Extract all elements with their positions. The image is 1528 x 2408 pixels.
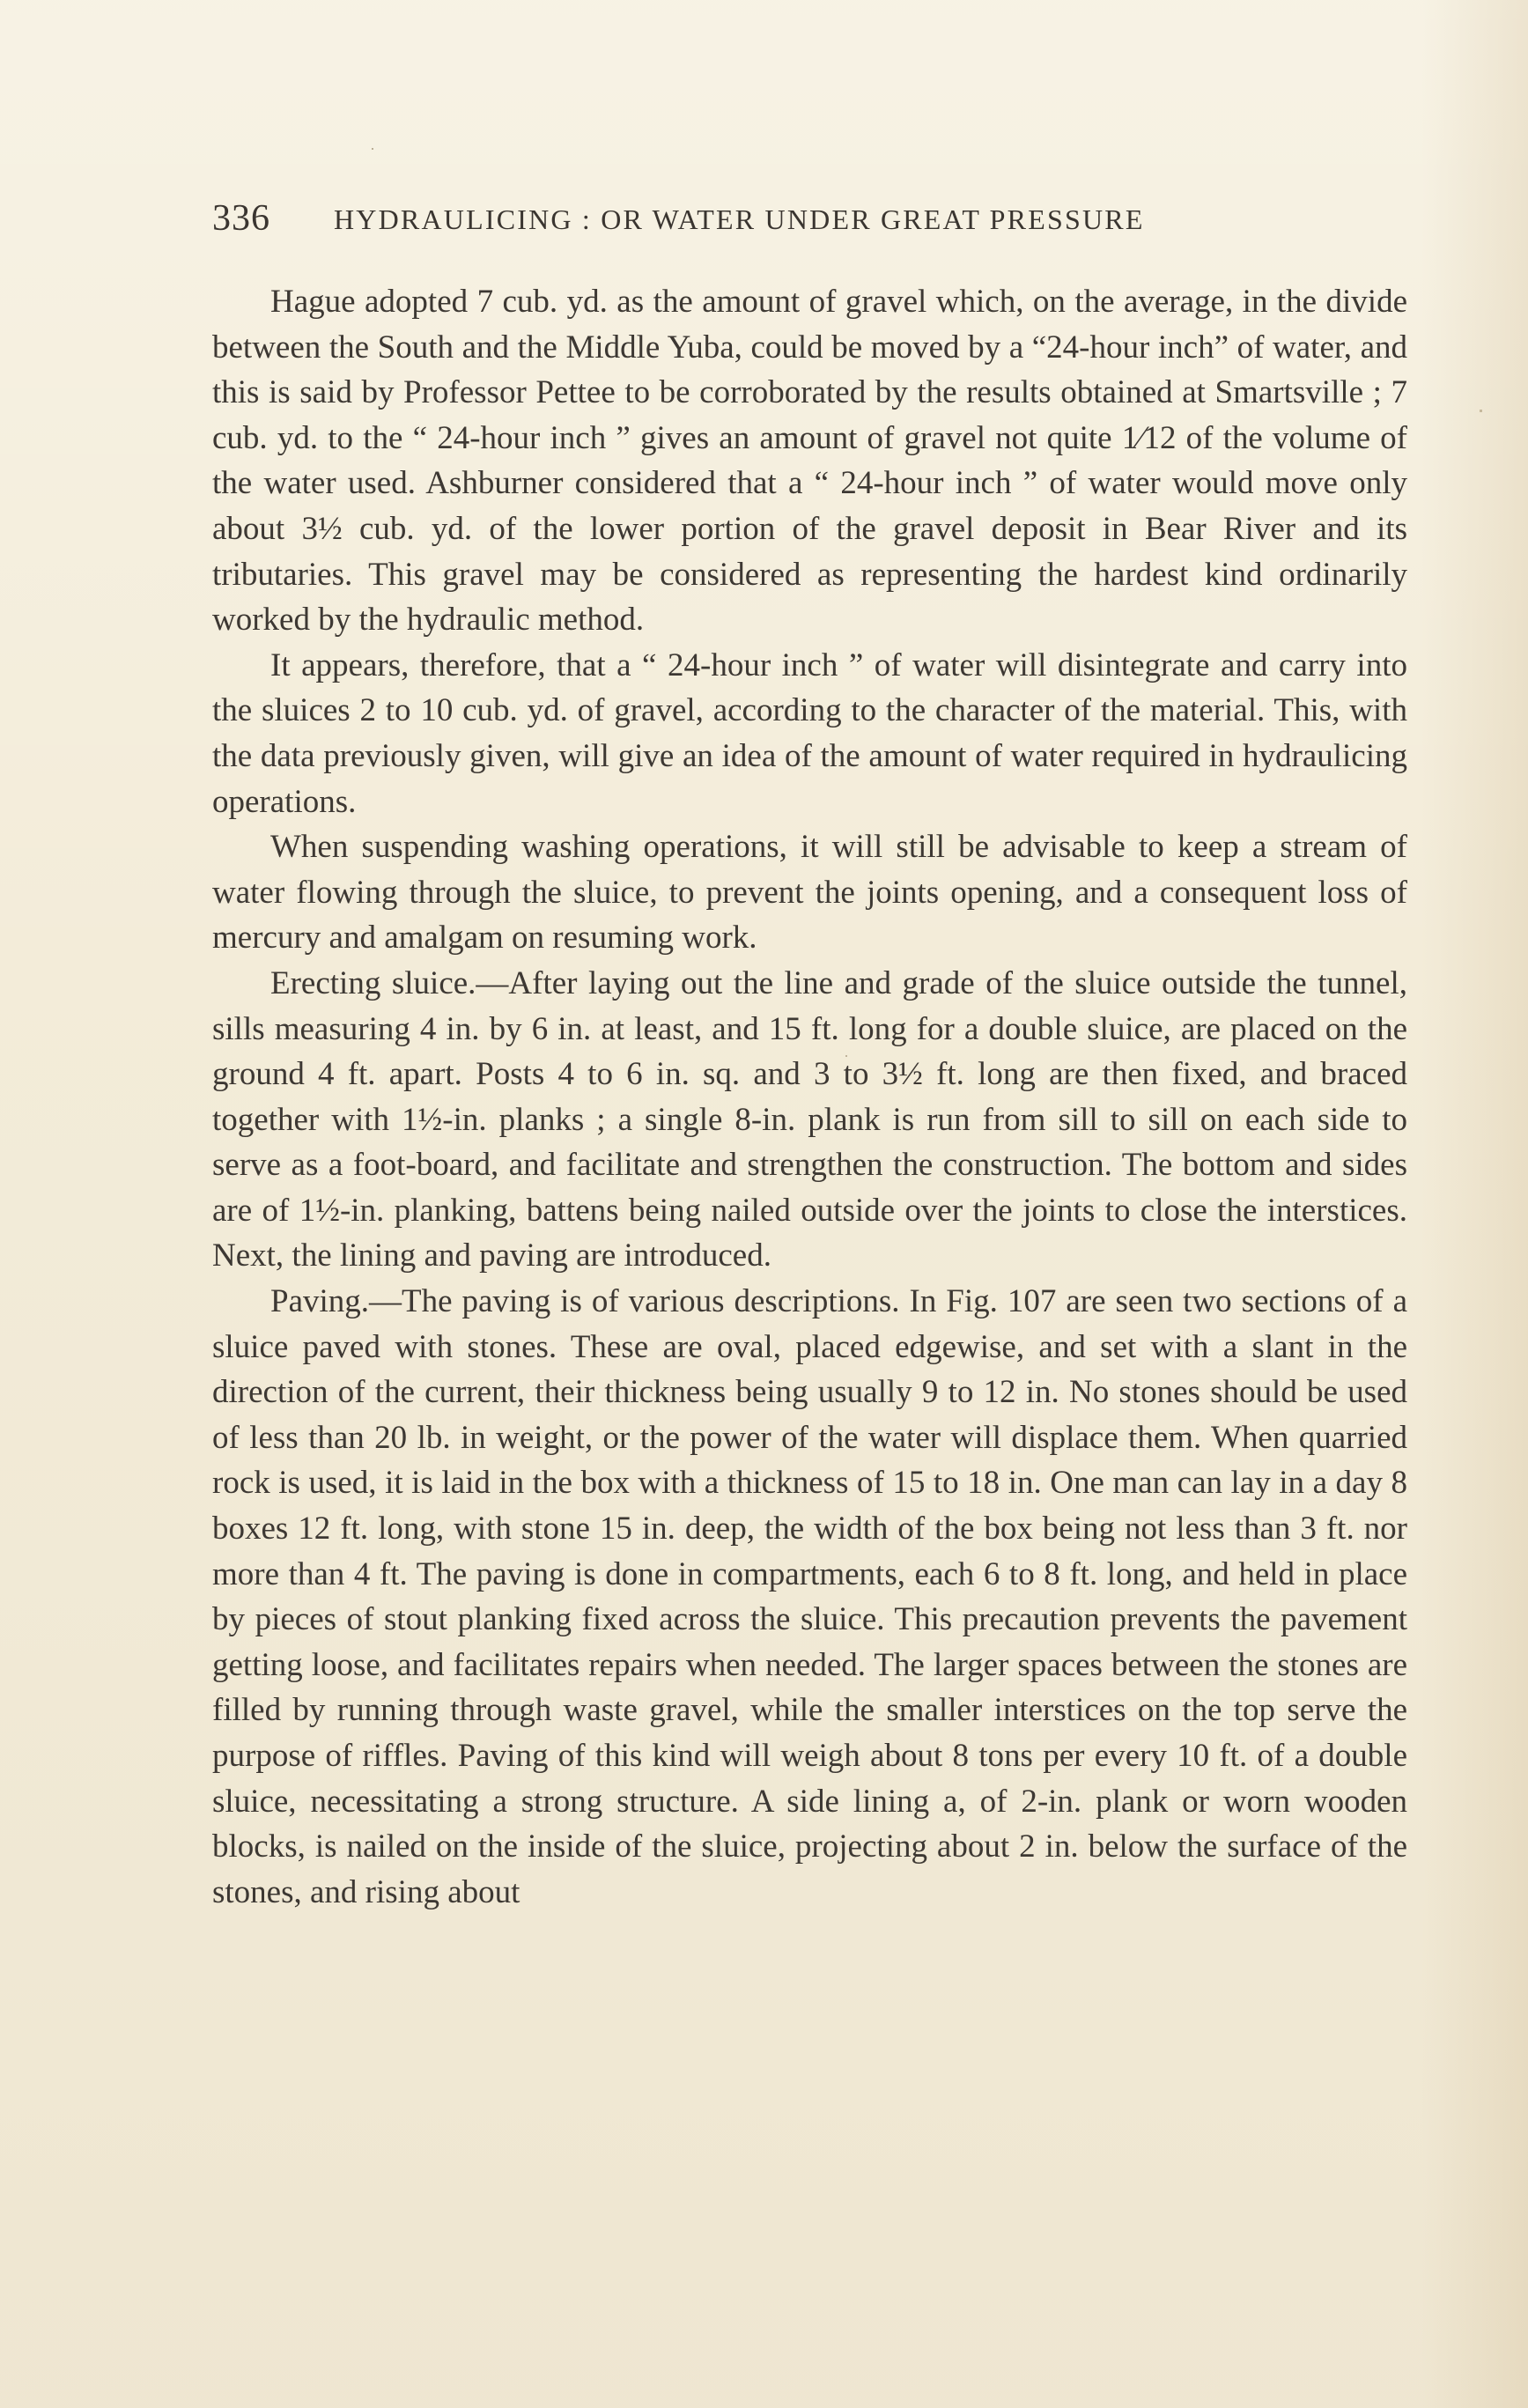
running-head: HYDRAULICING : OR WATER UNDER GREAT PRESSURE [334,203,1145,235]
paper-speck [372,148,373,150]
paper-speck [1480,410,1482,412]
paragraph-erecting-sluice: Erecting sluice.—After laying out the line and grade of the sluice outside the tunnel, sills measuring 4 in. by 6 in. at least, and 15 ft. long for a double sluice, are placed on the ground 4 ft. apart. Posts 4 to 6 in. sq. and 3 to 3½ ft. long are then fixed, and braced together with 1½-in. planks ; a single 8-in. plank is run from sill to sill on each side to serve as a foot-board, and facilitate and strengthen the construction. The bottom and sides are of 1½-in. planking, battens being nailed outside over the joints to close the interstices. Next, the lining and paving are introduced. [212,964,1407,1274]
paragraph-hague: Hague adopted 7 cub. yd. as the amount of gravel which, on the average, in the divide between the South and the Middle Yuba, could be moved by a “24-hour inch” of water, and this is said by Professor Pettee to be corroborated by the results obtained at Smartsville ; 7 cub. yd. to the “ 24-hour inch ” gives an amount of gravel not quite 1⁄12 of the volume of the water used. Ashburner considered that a “ 24-hour inch ” of water would move only about 3½ cub. yd. of the lower portion of the gravel deposit in Bear River and its tributaries. This gravel may be considered as representing the hardest kind ordinarily worked by the hydraulic method. [212,284,1407,639]
paragraph-paving: Paving.—The paving is of various descriptions. In Fig. 107 are seen two sections of a sluice paved with stones. These are oval, placed edgewise, and set with a slant in the direction of the current, their thickness being usually 9 to 12 in. No stones should be used of less than 20 lb. in weight, or the power of the water will displace them. When quarried rock is used, it is laid in the box with a thickness of 15 to 18 in. One man can lay in a day 8 boxes 12 ft. long, with stone 15 in. deep, the width of the box being not less than 3 ft. nor more than 4 ft. The paving is done in compartments, each 6 to 8 ft. long, and held in place by pieces of stout planking fixed across the sluice. This precaution prevents the pavement getting loose, and facilitates repairs when needed. The larger spaces between the stones are filled by running through waste gravel, while the smaller interstices on the top serve the purpose of riffles. Paving of this kind will weigh about 8 tons per every 10 ft. of a double sluice, necessitating a strong structure. A side lining a, of 2-in. plank or worn wooden blocks, is nailed on the inside of the sluice, projecting about 2 in. below the surface of the stones, and rising about [212,1283,1407,1910]
paragraph-water-estimate: It appears, therefore, that a “ 24-hour inch ” of water will disintegrate and carry into the sluices 2 to 10 cub. yd. of gravel, according to the character of the material. This, with the data previously given, will give an idea of the amount of water required in hydraulicing operations. [212,646,1407,820]
page-header [212,196,1278,241]
paragraph-suspending-washing: When suspending washing operations, it will still be advisable to keep a stream of water flowing through the sluice, to prevent the joints opening, and a consequent loss of mercury and amalgam on resuming work. [212,829,1407,957]
page-number: 336 [212,198,270,239]
body-text [212,279,1407,1915]
